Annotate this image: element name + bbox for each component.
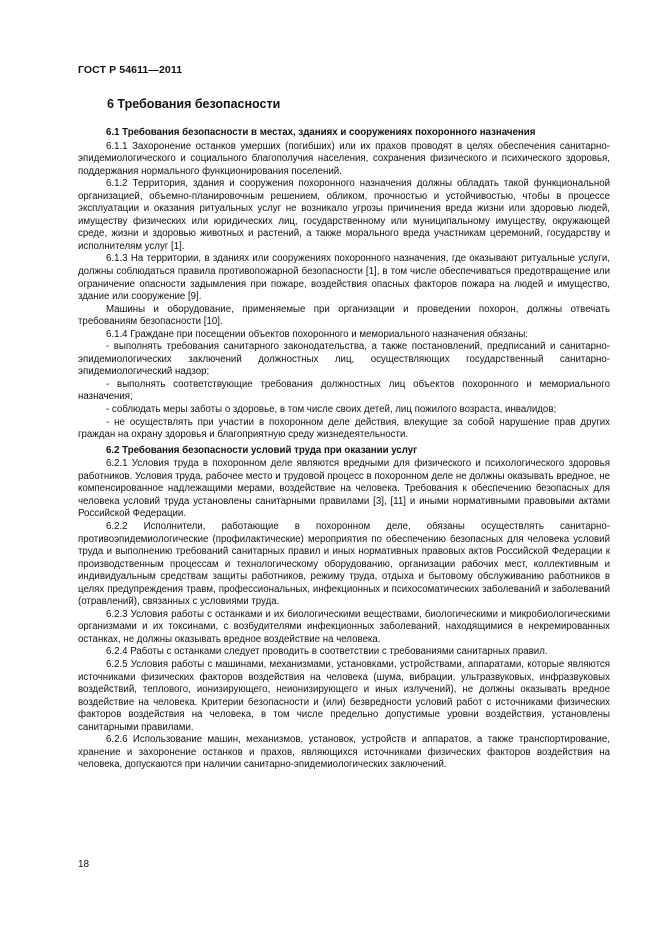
paragraph-6-2-3: 6.2.3 Условия работы с останками и их биологическими веществами, биологическими и микробиологическими организмами и их токсинами, с возбудителями инфекционных заболеваний, находящимися в некремированных останках, не должны оказывать вредное воздействие на человека. bbox=[78, 608, 610, 645]
list-item-6-1-4-1: - выполнять требования санитарного законодательства, а также постановлений, предписаний и санитарно-эпидемиологических заключений должностных лиц, осуществляющих государственный санитарно-эпидемиологический надзор; bbox=[78, 341, 610, 378]
document-body bbox=[78, 124, 610, 772]
subsection-6-1-title: 6.1 Требования безопасности в местах, зданиях и сооружениях похоронного назначения bbox=[106, 127, 536, 138]
paragraph-6-2-2: 6.2.2 Исполнители, работающие в похоронном деле, обязаны осуществлять санитарно-противоэпидемиологические (профилактические) мероприятия по обеспечению безопасных для человека условий труда и выполнению требований санитарных правил и иных нормативных правовых актов Российской Федерации к производственным процессам и технологическому оборудованию, организации рабочих мест, коллективным и индивидуальным средствам защиты работников, режиму труда, отдыха и бытовому обслуживанию работников в целях предупреждения травм, профессиональных, инфекционных и психосоматических заболеваний и заболеваний (отравлений), связанных с условиями труда. bbox=[78, 520, 610, 608]
paragraph-6-1-4: 6.1.4 Граждане при посещении объектов похоронного и мемориального назначения обязаны: bbox=[106, 328, 528, 340]
paragraph-6-2-6: 6.2.6 Использование машин, механизмов, установок, устройств и аппаратов, а также транспортирование, хранение и захоронение останков и прахов, являющихся источниками физических факторов воздействия на человека, допускаются при наличии санитарно-эпидемиологических заключений. bbox=[78, 734, 610, 771]
paragraph-6-2-4: 6.2.4 Работы с останками следует проводить в соответствии с требованиями санитарных правил. bbox=[106, 646, 548, 658]
paragraph-6-2-1: 6.2.1 Условия труда в похоронном деле являются вредными для физического и психологического здоровья работников. Условия труда, рабочее место и трудовой процесс в похоронном деле не должны оказывать вредное, не компенсированное надлежащими мерами, воздействие на человека. Требования к обеспечению безопасных для человека условий труда установлены санитарными правилами [3], [11] и иными нормативными правовыми актами Российской Федерации. bbox=[78, 458, 610, 520]
list-item-6-1-4-4: - не осуществлять при участии в похоронном деле действия, влекущие за собой нарушение прав других граждан на охрану здоровья и благоприятную среду жизнедеятельности. bbox=[78, 416, 610, 441]
subsection-6-2-title: 6.2 Требования безопасности условий труда при оказании услуг bbox=[106, 444, 418, 456]
page-number: 18 bbox=[78, 859, 90, 870]
paragraph-6-1-3: 6.1.3 На территории, в зданиях или сооружениях похоронного назначения, где оказывают ритуальные услуги, должны соблюдаться правила противопожарной безопасности [1], в том числе обеспечиваться предотвращение или ограничение опасности задымления при пожаре, воздействия опасных факторов пожара на людей и имущество, здание или сооружение [9]. bbox=[78, 253, 610, 303]
paragraph-6-1-1: 6.1.1 Захоронение останков умерших (погибших) или их прахов проводят в целях обеспечения санитарно-эпидемиологического и социального благополучия населения, сохранения физического и психического здоровья, поддержания нормального функционирования поселений. bbox=[78, 140, 610, 177]
section-title: 6 Требования безопасности bbox=[107, 97, 281, 111]
paragraph-6-2-5: 6.2.5 Условия работы с машинами, механизмами, установками, устройствами, аппаратами, которые являются источниками физических факторов воздействия на человека (шума, вибрации, ультразвуковых, инфразвуковых воздействий, теплового, ионизирующего, неионизирующего и иных излучений), не должны оказывать вредное воздействие на человека. Критерии безопасности и (или) безвредности условий работ с источниками физических факторов воздействия на человека, в том числе предельно допустимые уровни воздействия, установлены санитарными правилами. bbox=[78, 658, 610, 733]
list-item-6-1-4-3: - соблюдать меры заботы о здоровье, в том числе своих детей, лиц пожилого возраста, инвалидов; bbox=[106, 404, 557, 416]
document-header: ГОСТ Р 54611—2011 bbox=[78, 64, 183, 76]
paragraph-6-1-2: 6.1.2 Территория, здания и сооружения похоронного назначения должны обладать такой функциональной организацией, объемно-планировочным решением, обликом, прочностью и устойчивостью, чтобы в процессе эксплуатации и оказания ритуальных услуг не возникало угрозы причинения вреда жизни или здоровью людей, имуществу физических или юридических лиц, государственному или муниципальному имуществу, окружающей среде, жизни и здоровью животных и растений, а также морального вреда участникам церемоний, государству и исполнителям услуг [1]. bbox=[78, 178, 610, 252]
list-item-6-1-4-2: - выполнять соответствующие требования должностных лиц объектов похоронного и мемориального назначения; bbox=[78, 378, 610, 403]
paragraph-6-1-3-machines: Машины и оборудование, применяемые при организации и проведении похорон, должны отвечать требованиям безопасности [10]. bbox=[78, 303, 610, 328]
